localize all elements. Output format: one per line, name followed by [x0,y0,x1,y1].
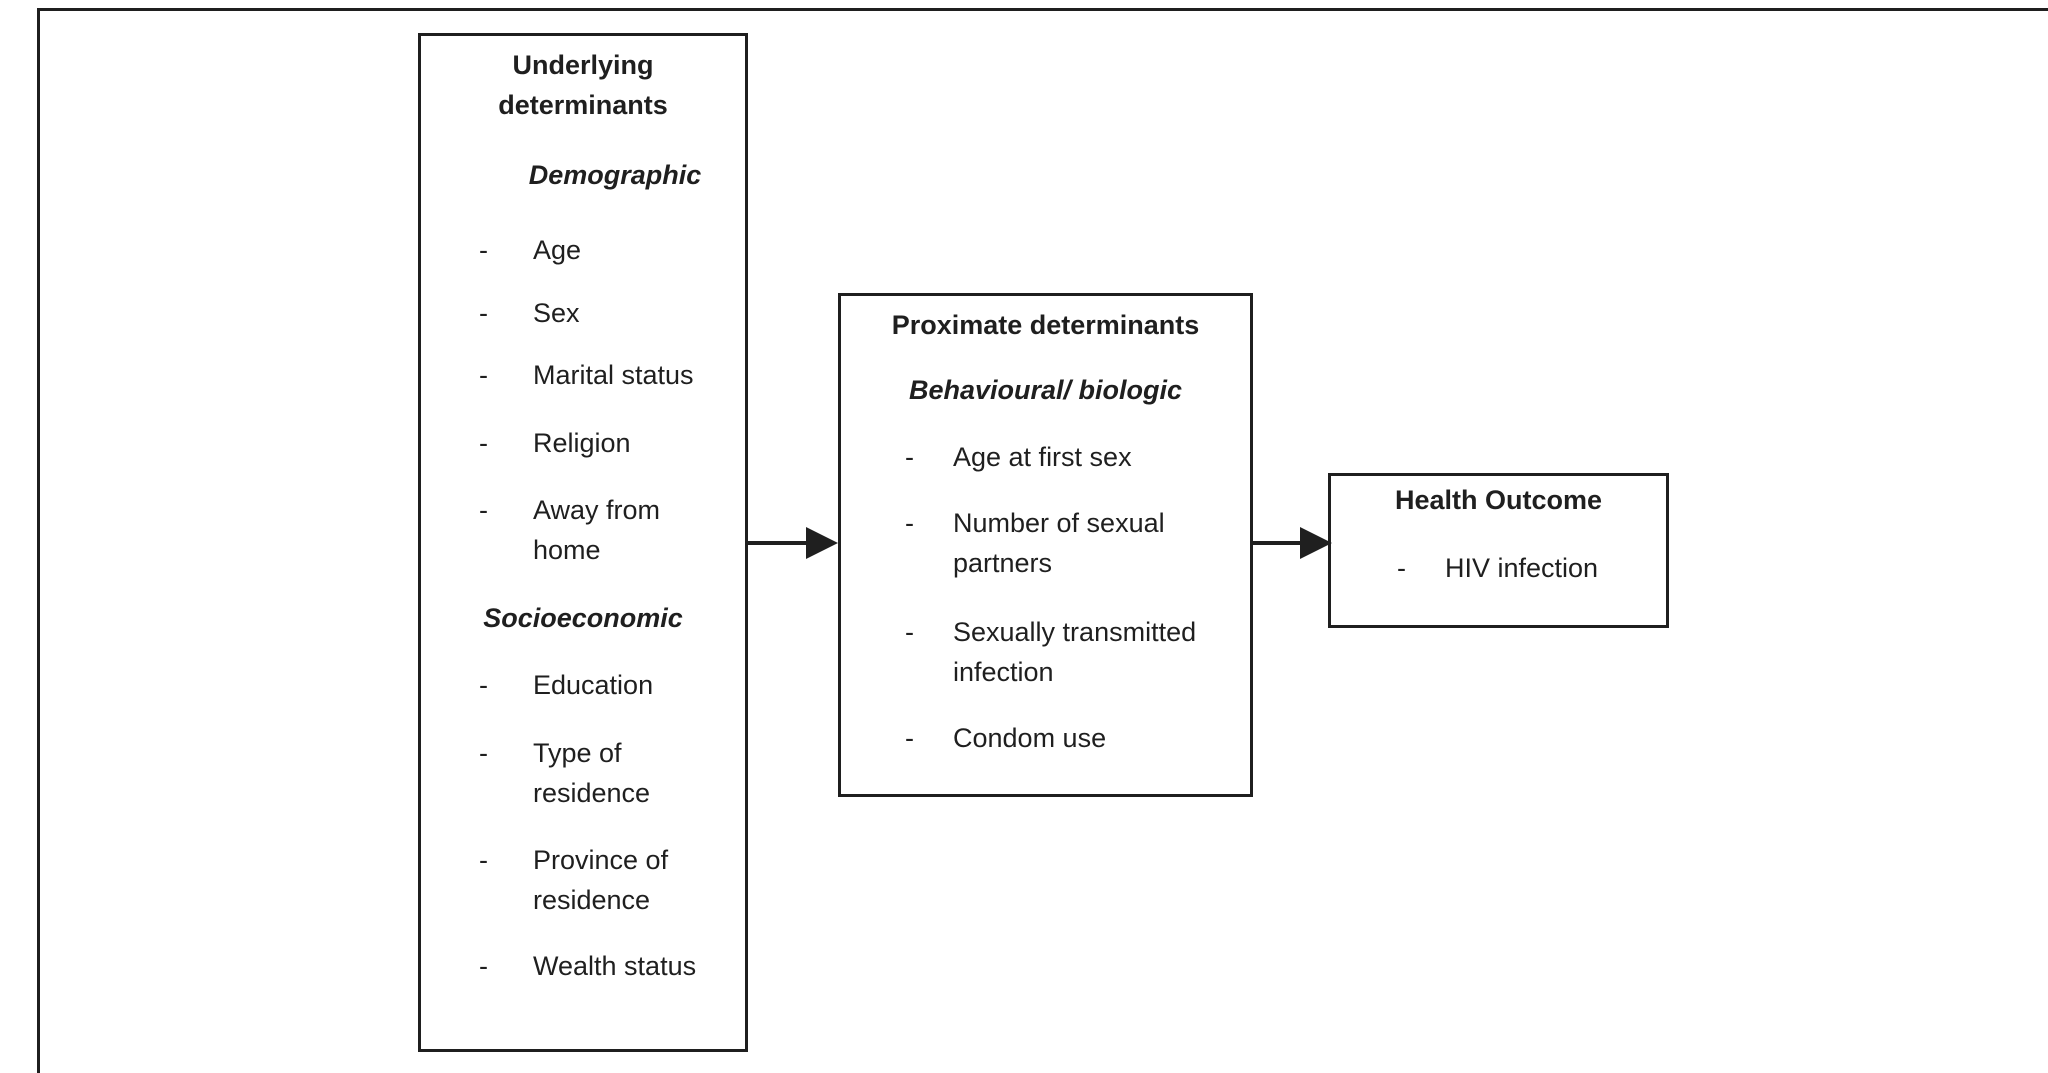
bullet-dash: - [479,670,488,700]
arrow-head-icon [806,527,838,559]
list-item-age [421,230,745,270]
list-item-label: Marital status [533,360,694,390]
list-item-wealth-status [421,946,745,986]
bullet-dash: - [479,360,488,390]
list-item-education [421,665,745,705]
list-item-label: Religion [533,428,631,458]
list-item-province-of-residence [421,840,745,920]
bullet-dash: - [479,738,488,768]
underlying-determinants-box [418,33,748,1052]
arrow-line [1253,541,1303,545]
list-item-label: Away from home [533,495,661,565]
list-item-condom-use [841,718,1250,758]
bullet-dash: - [905,723,914,753]
bullet-dash: - [479,298,488,328]
bullet-dash: - [479,495,488,525]
list-item-marital-status [421,355,745,395]
list-item-label: Number of sexual partners [953,508,1165,578]
list-item-number-of-sexual-partners [841,503,1250,583]
list-item-label: Condom use [953,723,1107,753]
list-item-sex [421,293,745,333]
bullet-dash: - [905,442,914,472]
box-title-proximate: Proximate determinants [891,310,1200,340]
list-item-label: Age at first sex [953,442,1132,472]
bullet-dash: - [479,235,488,265]
list-item-label: Education [533,670,654,700]
list-item-religion [421,423,745,463]
arrow-head-icon [1300,527,1332,559]
bullet-dash: - [1397,553,1406,583]
bullet-dash: - [479,845,488,875]
bullet-dash: - [479,951,488,981]
arrow-line [748,541,810,545]
list-item-sexually-transmitted-infection [841,612,1250,692]
list-item-label: Age [533,235,582,265]
list-item-label: Type of residence [533,738,651,808]
list-item-hiv-infection [1331,548,1666,588]
list-item-label: Sex [533,298,580,328]
list-item-away-from-home [421,490,745,570]
list-item-label: HIV infection [1445,553,1599,583]
box-title-outcome: Health Outcome [1394,485,1603,515]
list-item-label: Sexually transmitted infection [953,617,1197,687]
proximate-determinants-box [838,293,1253,797]
box-title-underlying: Underlying determinants [498,50,668,120]
list-item-label: Province of residence [533,845,669,915]
bullet-dash: - [479,428,488,458]
health-outcome-box [1328,473,1669,628]
list-item-type-of-residence [421,733,745,813]
section-heading-behavioural-biologic: Behavioural/ biologic [908,375,1183,405]
bullet-dash: - [905,508,914,538]
bullet-dash: - [905,617,914,647]
section-heading-demographic: Demographic [528,160,702,190]
section-heading-socioeconomic: Socioeconomic [483,603,683,633]
list-item-label: Wealth status [533,951,697,981]
list-item-age-at-first-sex [841,437,1250,477]
